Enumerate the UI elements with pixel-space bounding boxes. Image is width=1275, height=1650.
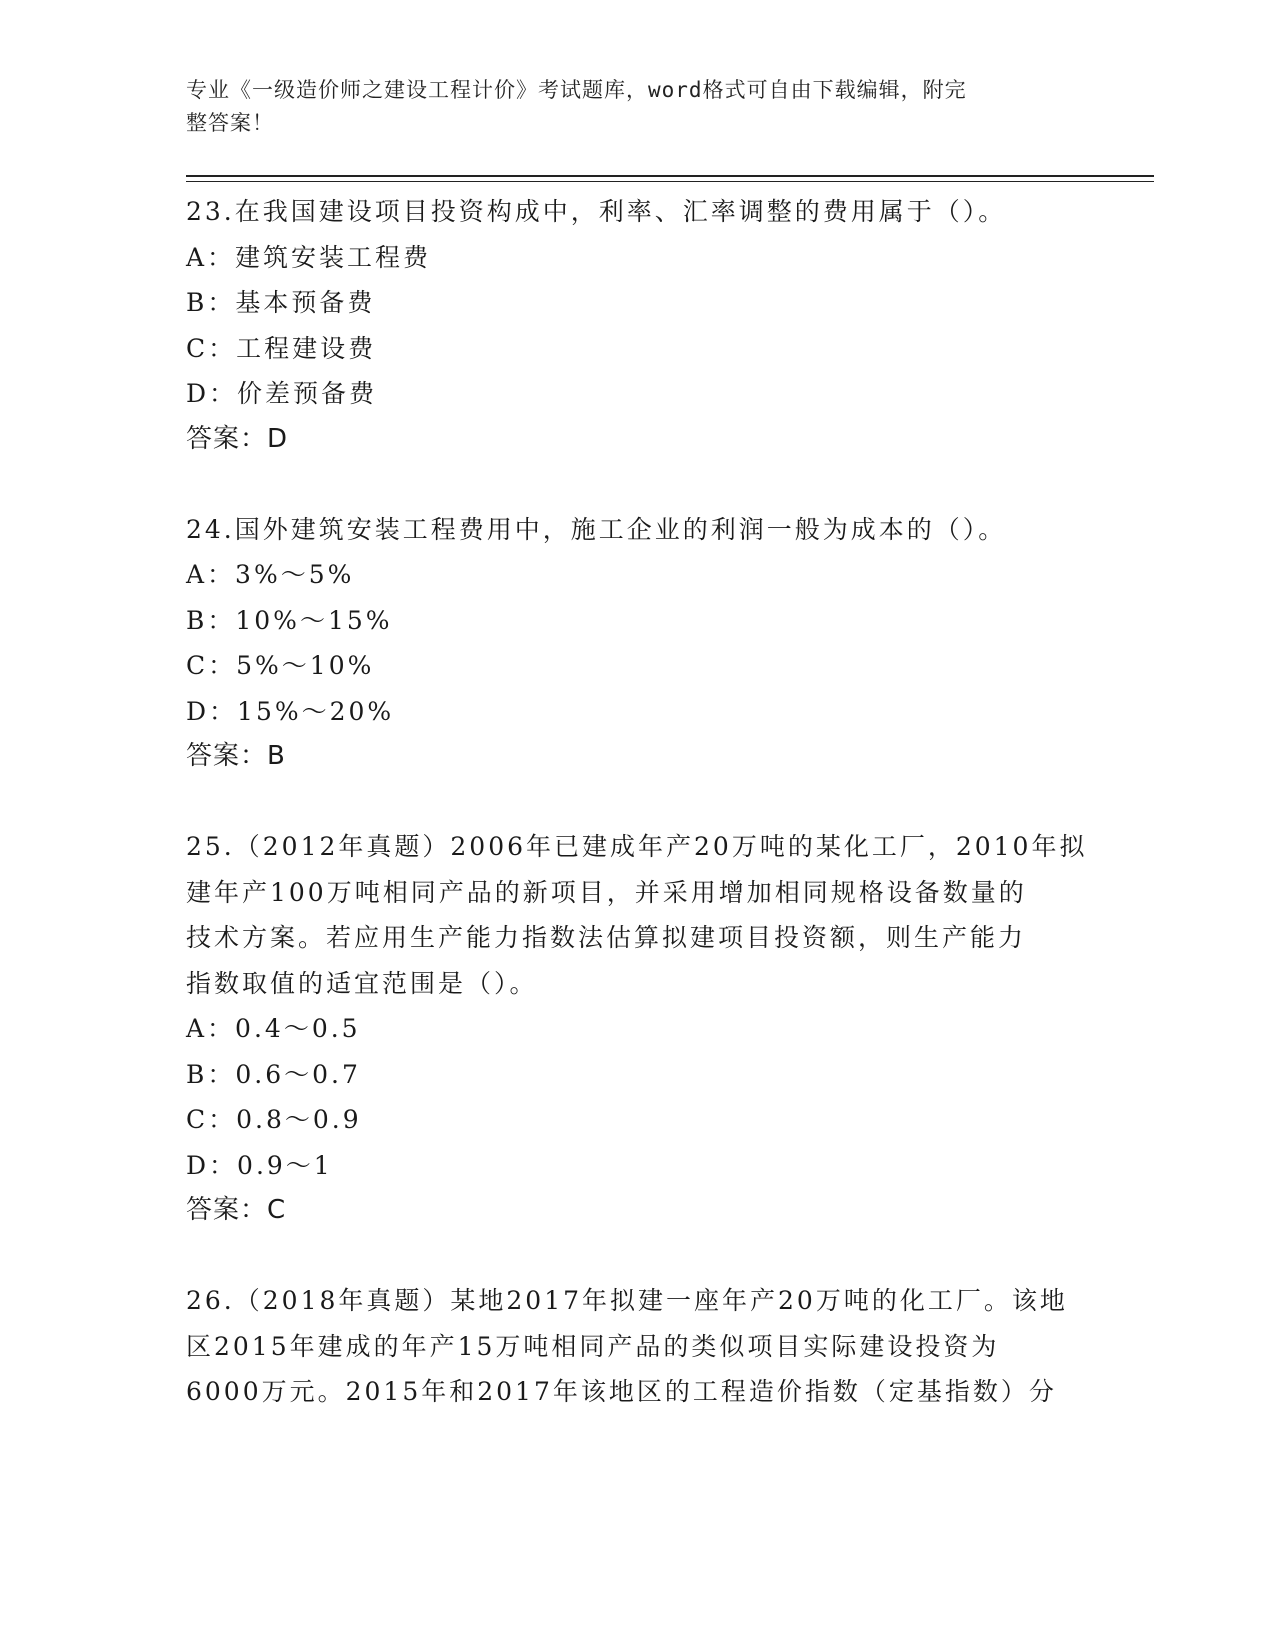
question-stem-line: 区2015年建成的年产15万吨相同产品的类似项目实际建设投资为 bbox=[186, 1331, 1000, 1361]
question-stem-line: 26.（2018年真题）某地2017年拟建一座年产20万吨的化工厂。该地 bbox=[186, 1286, 1068, 1315]
question-stem-line: 建年产100万吨相同产品的新项目，并采用增加相同规格设备数量的 bbox=[186, 877, 1027, 907]
answer-value: C bbox=[267, 1195, 287, 1225]
question-spacer bbox=[186, 1233, 1086, 1278]
option-b: B：0.6～0.7 bbox=[186, 1059, 361, 1089]
option-c: C：工程建设费 bbox=[186, 333, 377, 363]
header-line-1: 专业《一级造价师之建设工程计价》考试题库，word格式可自由下载编辑，附完 bbox=[186, 78, 967, 102]
option-a: A：3%～5% bbox=[186, 560, 355, 589]
option-c: C：0.8～0.9 bbox=[186, 1105, 362, 1134]
answer-value: B bbox=[267, 741, 286, 771]
question-25 bbox=[186, 824, 1086, 1233]
question-stem-line: 24.国外建筑安装工程费用中，施工企业的利润一般为成本的（）。 bbox=[186, 514, 1007, 544]
option-a: A：0.4～0.5 bbox=[186, 1014, 361, 1043]
question-stem-line: 技术方案。若应用生产能力指数法估算拟建项目投资额，则生产能力 bbox=[186, 923, 1027, 952]
header-line-2: 整答案！ bbox=[186, 111, 274, 135]
answer-label: 答案： bbox=[186, 741, 268, 771]
option-b: B：基本预备费 bbox=[186, 288, 376, 317]
option-b: B：10%～15% bbox=[186, 605, 393, 635]
question-stem-line: 指数取值的适宜范围是（）。 bbox=[186, 968, 538, 998]
answer-line bbox=[186, 417, 1086, 462]
question-24 bbox=[186, 507, 1086, 780]
answer-value: D bbox=[267, 423, 289, 454]
question-spacer bbox=[186, 779, 1086, 824]
option-d: D：价差预备费 bbox=[186, 379, 378, 408]
question-23 bbox=[186, 189, 1086, 462]
option-d: D：15%～20% bbox=[186, 696, 395, 726]
question-stem-line: 25.（2012年真题）2006年已建成年产20万吨的某化工厂，2010年拟 bbox=[186, 832, 1088, 861]
document-header bbox=[186, 74, 1066, 140]
question-stem-line: 6000万元。2015年和2017年该地区的工程造价指数（定基指数）分 bbox=[186, 1377, 1057, 1406]
answer-label: 答案： bbox=[186, 423, 268, 454]
answer-line bbox=[186, 734, 1086, 779]
header-divider-thick bbox=[186, 175, 1154, 177]
header-divider-thin bbox=[186, 181, 1154, 182]
option-c: C：5%～10% bbox=[186, 651, 375, 680]
option-a: A：建筑安装工程费 bbox=[186, 242, 432, 272]
question-stem-line: 23.在我国建设项目投资构成中，利率、汇率调整的费用属于（）。 bbox=[186, 197, 1007, 226]
answer-line bbox=[186, 1188, 1086, 1233]
question-spacer bbox=[186, 462, 1086, 507]
question-list bbox=[186, 189, 1086, 1415]
answer-label: 答案： bbox=[186, 1195, 268, 1225]
option-d: D：0.9～1 bbox=[186, 1150, 333, 1180]
question-26 bbox=[186, 1278, 1086, 1415]
